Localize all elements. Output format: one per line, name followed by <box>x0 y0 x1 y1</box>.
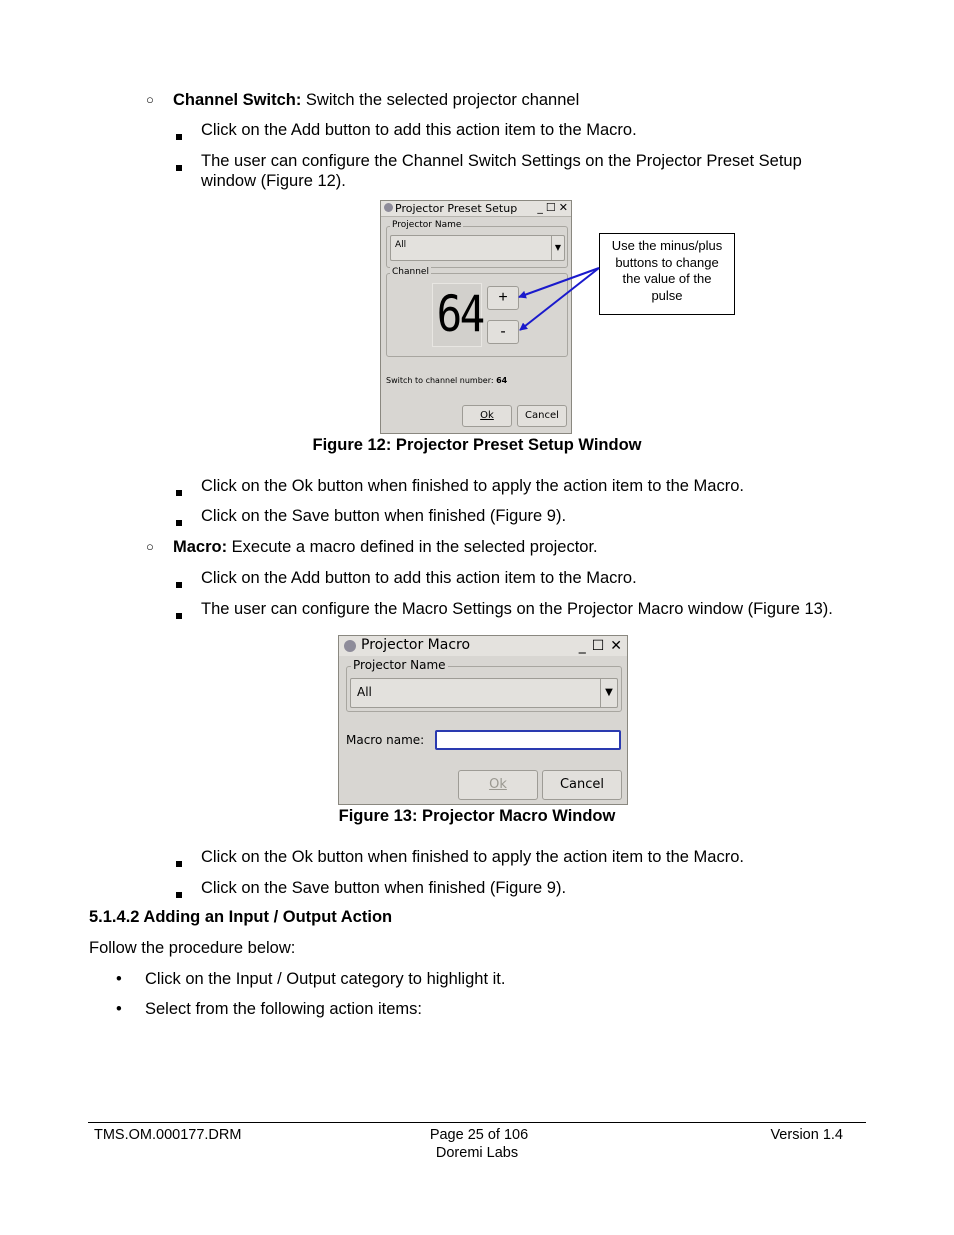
projector-name-value: All <box>357 685 372 699</box>
macro-heading: Macro: <box>173 538 228 556</box>
footer-version: Version 1.4 <box>770 1127 843 1143</box>
cancel-label: Cancel <box>525 410 559 421</box>
footer-divider <box>88 1122 866 1123</box>
ok-label: Ok <box>480 410 494 421</box>
callout-arrow-plus <box>519 268 599 297</box>
square-bullet-icon <box>176 512 182 531</box>
channel-legend: Channel <box>392 267 429 277</box>
minus-button[interactable]: - <box>487 320 519 344</box>
close-icon[interactable]: ✕ <box>558 201 568 214</box>
section-heading: 5.1.4.2 Adding an Input / Output Action <box>89 908 393 926</box>
projector-name-select[interactable] <box>350 678 618 708</box>
channel-switch-heading: Channel Switch: <box>173 91 302 109</box>
minimize-icon[interactable]: _ <box>537 201 543 214</box>
projector-macro-window <box>338 635 628 805</box>
cs-bullet-3: Click on the Ok button when finished to apply the action item to the Macro. <box>201 477 744 495</box>
projector-name-legend: Projector Name <box>392 220 462 230</box>
square-bullet-icon <box>176 884 182 903</box>
callout-line-1: Use the minus/plus <box>611 238 723 253</box>
procedure-intro: Follow the procedure below: <box>89 939 296 957</box>
maximize-icon[interactable]: ☐ <box>591 638 605 654</box>
plus-button[interactable]: + <box>487 286 519 310</box>
switch-channel-label: Switch to channel number: <box>386 376 494 385</box>
m-bullet-1: Click on the Add button to add this action item to the Macro. <box>201 569 637 587</box>
switch-channel-value: 64 <box>496 376 508 385</box>
square-bullet-icon <box>176 482 182 501</box>
window-title: Projector Preset Setup <box>395 202 518 215</box>
footer-doc-id: TMS.OM.000177.DRM <box>94 1127 242 1143</box>
channel-switch-text: Switch the selected projector channel <box>301 91 580 109</box>
footer-company: Doremi Labs <box>435 1145 519 1161</box>
square-bullet-icon <box>176 574 182 593</box>
m-bullet-2: The user can configure the Macro Settings on the Projector Macro window (Figure 13). <box>201 600 833 618</box>
minimize-icon[interactable]: _ <box>578 638 586 654</box>
maximize-icon[interactable]: ☐ <box>545 201 556 214</box>
cs-bullet-2-line2: window (Figure 12). <box>201 172 346 190</box>
cs-bullet-1: Click on the Add button to add this action item to the Macro. <box>201 121 637 139</box>
title-bar <box>339 636 627 656</box>
cancel-label: Cancel <box>559 777 605 792</box>
callout-line-3: the value of the <box>622 271 712 286</box>
square-bullet-icon <box>176 853 182 872</box>
window-title: Projector Macro <box>361 637 471 653</box>
circle-bullet-icon: ○ <box>146 539 154 554</box>
callout-line-4: pulse <box>651 287 683 303</box>
macro-name-label: Macro name: <box>346 733 425 747</box>
m-bullet-3: Click on the Ok button when finished to apply the action item to the Macro. <box>201 848 744 866</box>
figure-13-caption: Figure 13: Projector Macro Window <box>338 807 616 825</box>
app-icon <box>344 640 356 652</box>
callout-arrow-minus <box>520 268 599 330</box>
cancel-button[interactable] <box>542 770 622 800</box>
dot-bullet-2: Select from the following action items: <box>145 1000 422 1018</box>
square-bullet-icon <box>176 605 182 624</box>
circle-bullet-icon: ○ <box>146 92 154 107</box>
ok-label: Ok <box>489 777 507 792</box>
projector-name-value: All <box>395 240 407 250</box>
dot-bullet-icon: • <box>116 1000 122 1018</box>
dot-bullet-icon: • <box>116 970 122 988</box>
figure-12-caption: Figure 12: Projector Preset Setup Window <box>312 436 642 454</box>
macro-text: Execute a macro defined in the selected projector. <box>227 538 598 556</box>
m-bullet-4: Click on the Save button when finished (Figure 9). <box>201 879 567 897</box>
footer-page: Page 25 of 106 <box>429 1127 529 1143</box>
macro-name-input[interactable] <box>435 730 621 750</box>
chevron-down-icon: ▼ <box>600 679 617 707</box>
dot-bullet-1: Click on the Input / Output category to highlight it. <box>145 970 506 988</box>
channel-value: 64 <box>436 285 483 343</box>
chevron-down-icon: ▼ <box>551 236 564 260</box>
cs-bullet-2-line1: The user can configure the Channel Switch Settings on the Projector Preset Setup <box>201 152 802 170</box>
macro-item <box>173 538 598 557</box>
callout-line-2: buttons to change <box>615 254 719 270</box>
close-icon[interactable]: ✕ <box>610 638 622 654</box>
ok-button[interactable] <box>458 770 538 800</box>
cs-bullet-4: Click on the Save button when finished (Figure 9). <box>201 507 567 525</box>
projector-name-legend: Projector Name <box>353 658 446 672</box>
